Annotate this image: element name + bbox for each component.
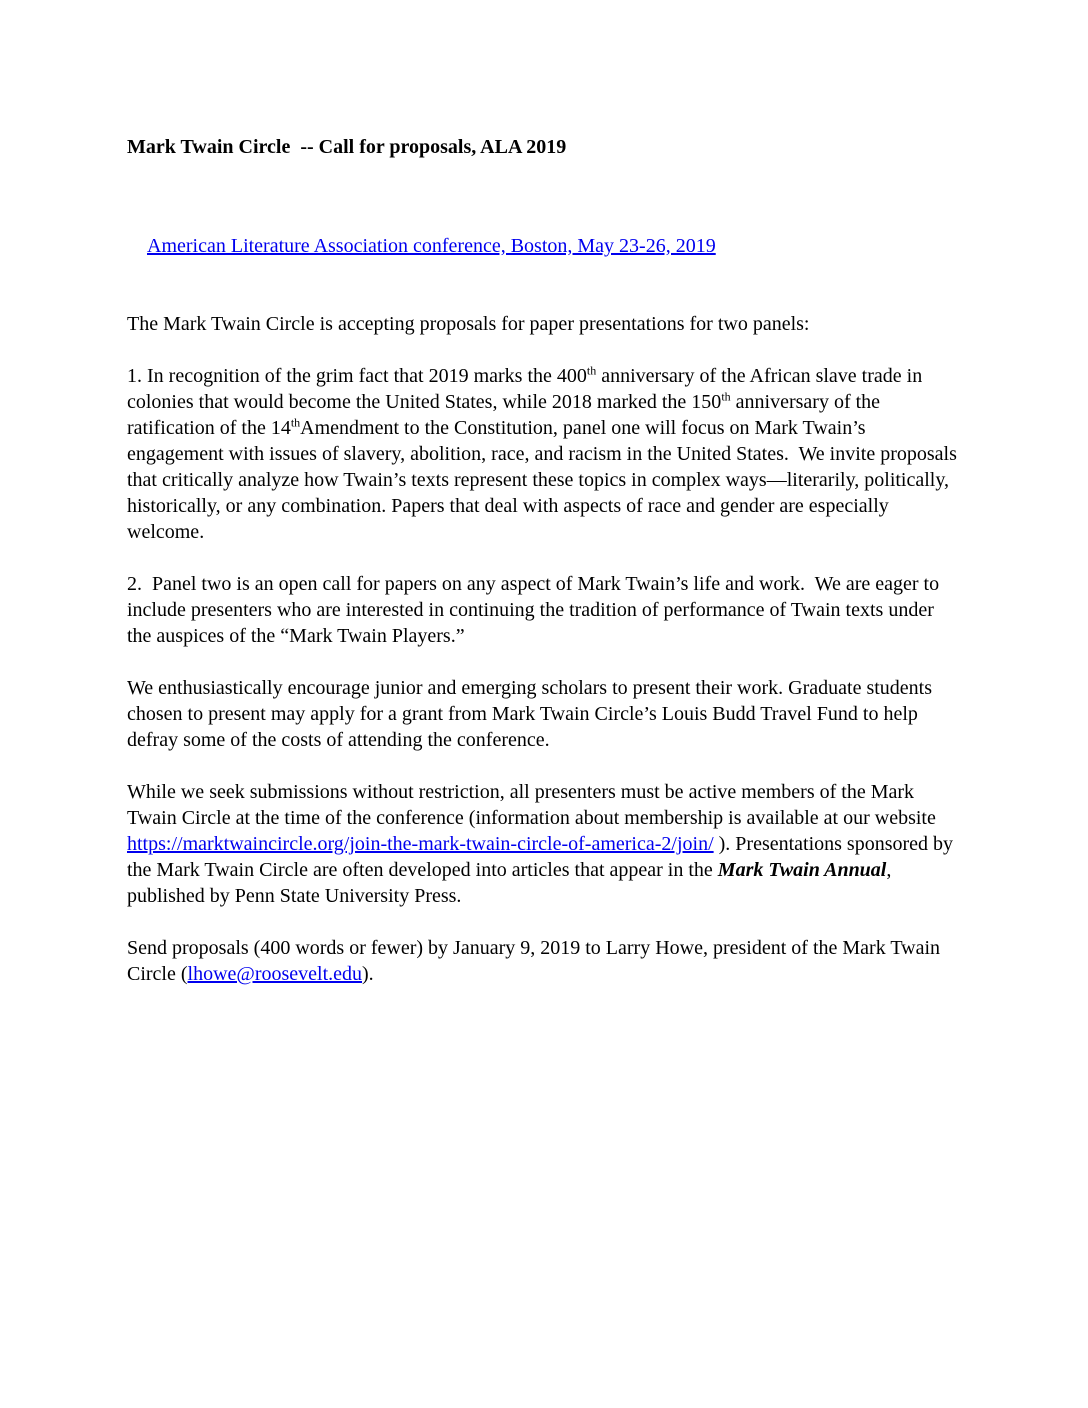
text-run: ). xyxy=(362,963,374,985)
text-run: anniversary of the ratification of the 14 xyxy=(127,391,886,439)
email-link[interactable]: lhowe@roosevelt.edu xyxy=(187,963,363,985)
document-body xyxy=(127,311,960,987)
membership-link[interactable]: https://marktwaincircle.org/join-the-mark-twain-circle-of-america-2/join/ xyxy=(127,833,714,855)
text-run: Send proposals (400 words or fewer) by January 9, 2019 to Larry Howe, president of the Mark Twain Circle ( xyxy=(127,937,946,985)
ordinal-superscript: th xyxy=(586,363,597,378)
text-run: While we seek submissions without restriction, all presenters must be active members of the Mark Twain Circle at the time of the conference (information about membership is available at our website xyxy=(127,781,946,829)
text-run: We enthusiastically encourage junior and emerging scholars to present their work. Graduate students chosen to present may apply for a grant from Mark Twain Circle’s Louis Budd Travel Fund to help defray some of the costs of attending the conference. xyxy=(127,677,937,751)
text-run: anniversary of the African slave trade in colonies that would become the United States, while 2018 marked the 150 xyxy=(127,365,928,413)
text-run: The Mark Twain Circle is accepting proposals for paper presentations for two panels: xyxy=(127,313,810,335)
text-run: 2. Panel two is an open call for papers on any aspect of Mark Twain’s life and work. We are eager to include presenters who are interested in continuing the tradition of performance of Twain texts under the auspices of the “Mark Twain Players.” xyxy=(127,573,945,647)
ordinal-superscript: th xyxy=(290,415,301,430)
scholars-paragraph xyxy=(127,675,960,753)
ordinal-superscript: th xyxy=(721,389,731,404)
membership-paragraph xyxy=(127,779,960,909)
text-run: 1. In recognition of the grim fact that 2019 marks the 400 xyxy=(127,365,587,387)
panel-one-paragraph xyxy=(127,363,960,545)
submission-paragraph xyxy=(127,935,960,987)
conference-link[interactable]: American Literature Association conference, Boston, May 23-26, 2019 xyxy=(147,235,716,257)
text-run: Amendment to the Constitution, panel one will focus on Mark Twain’s engagement with issues of slavery, abolition, race, and racism in the United States. We invite proposals that critically analyze how Twain’s texts represent these topics in complex ways—literarily, politically, historically, or any combination. Papers that deal with aspects of race and gender are especially welcome. xyxy=(127,417,962,543)
conference-link-line xyxy=(127,207,960,285)
panel-two-paragraph xyxy=(127,571,960,649)
text-run: , published by Penn State University Press. xyxy=(127,859,897,907)
document-title: Mark Twain Circle -- Call for proposals, ALA 2019 xyxy=(127,136,567,158)
intro-paragraph xyxy=(127,311,960,337)
journal-title: Mark Twain Annual xyxy=(717,859,887,881)
text-run: ). Presentations sponsored by the Mark Twain Circle are often developed into articles that appear in the xyxy=(127,833,959,881)
